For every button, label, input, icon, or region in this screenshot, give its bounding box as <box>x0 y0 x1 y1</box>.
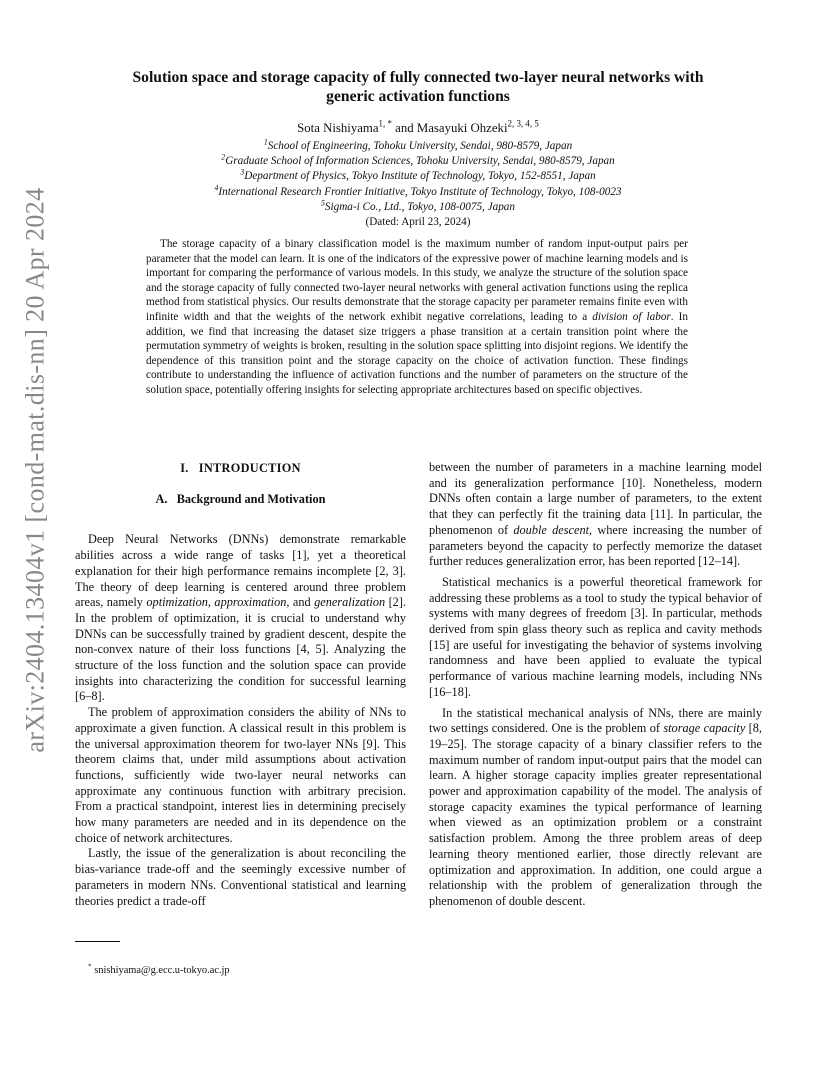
footnote-mark: * <box>88 962 92 971</box>
affiliation-3-text: Department of Physics, Tokyo Institute of Technology, Tokyo, 152-8551, Japan <box>244 170 596 183</box>
author-conjunction: and <box>391 121 417 135</box>
affiliation-5-text: Sigma-i Co., Ltd., Tokyo, 108-0075, Japan <box>324 200 515 213</box>
abstract <box>146 237 688 398</box>
abstract-emphasis: division of labor <box>592 310 671 323</box>
date-line: (Dated: April 23, 2024) <box>365 216 471 229</box>
author-2-name: Masayuki Ohzeki <box>416 121 508 135</box>
footnote-email: snishiyama@g.ecc.u-tokyo.ac.jp <box>94 965 230 976</box>
right-paragraph-1 <box>429 460 762 570</box>
right-p1-text-b: , where increasing the number of parameters beyond the capacity to perfectly memorize the dataset further reduces generalization error, has been reported [12–14]. <box>429 522 762 569</box>
left-p1-text-a: Deep Neural Networks (DNNs) demonstrate remarkable abilities across a wide range of tasks [1], yet a theoretical explanation for their high performance remains incomplete [2, 3]. The theory of deep learning is centered around three problem areas, namely <box>75 532 406 610</box>
right-paragraph-2: Statistical mechanics is a powerful theoretical framework for addressing these problems as a tool to study the typical behavior of systems with many degrees of freedom [3]. In particular, methods derived from spin glass theory such as replica and cavity methods [15] are useful for investigating the behavior of systems involving randomness and have been applied to evaluate the typical performance of various machine learning models, including NNs [16–18]. <box>429 574 762 699</box>
left-column <box>75 461 406 909</box>
affiliation-1 <box>68 139 768 154</box>
affiliation-2-number: 2 <box>221 152 226 162</box>
affiliation-4-text: International Research Frontier Initiative, Tokyo Institute of Technology, Tokyo, 108-0023 <box>218 185 622 198</box>
subsection-heading: A. Background and Motivation <box>155 491 326 506</box>
left-p1-text-c: , and <box>286 595 315 610</box>
left-paragraph-2: The problem of approximation considers the ability of NNs to approximate a given function. A classical result in this problem is the universal approximation theorem for two-layer NNs [9]. This theorem claims that, under mild assumptions about activation functions, sufficiently wide two-layer neural networks can approximate any continuous function with arbitrary precision. From a practical standpoint, interest lies in determining precisely how many parameters are needed and in its dependence on the choice of network architectures. <box>75 705 406 845</box>
left-p1-emphasis-generalization: generalization <box>314 595 386 610</box>
affiliation-5-number: 5 <box>320 198 325 208</box>
author-2-affiliation-marks: 2, 3, 4, 5 <box>507 118 539 129</box>
affiliation-3 <box>68 169 768 184</box>
left-p1-emphasis-optimization: optimization <box>146 595 208 610</box>
right-p3-text-b: [8, 19–25]. The storage capacity of a binary classifier refers to the maximum number of random input-output pairs that the model can learn. A higher storage capacity implies greater representational power and approximation capability of the model. The analysis of storage capacity examines the typical performance of learning when viewed as an optimization problem or a constraint satisfaction problem. Among the three problem areas of deep learning theory mentioned earlier, those directly relevant are optimization and approximation. In addition, one could argue a relationship with the problem of generalization through the phenomenon of double descent. <box>429 721 762 908</box>
footnote <box>88 962 230 976</box>
title-line-2: generic activation functions <box>326 88 510 105</box>
affiliation-2 <box>68 154 768 169</box>
affiliation-list <box>68 139 768 230</box>
author-1-affiliation-marks: 1, * <box>378 118 392 129</box>
affiliation-5 <box>68 200 768 215</box>
right-column <box>429 460 762 910</box>
left-p1-emphasis-approximation: approximation <box>214 595 287 610</box>
affiliation-4-number: 4 <box>214 182 219 192</box>
right-p3-emphasis: storage capacity <box>663 721 746 736</box>
affiliation-2-text: Graduate School of Information Sciences, Tohoku University, Sendai, 980-8579, Japan <box>225 155 615 168</box>
section-heading: I. INTRODUCTION <box>180 461 301 475</box>
right-p1-emphasis: double descent <box>513 522 590 537</box>
author-list <box>68 118 768 136</box>
arxiv-identifier-text: arXiv:2404.13404v1 [cond-mat.dis-nn] 20 Apr 2024 <box>21 187 50 753</box>
left-p1-text-d: [2]. In the problem of optimization, it is crucial to understand why DNNs can be successfully trained by gradient descent, despite the non-convex nature of their loss functions [4, 5]. Analyzing the structure of the loss function and the solution space can provide insights into characterizing the condition for successful learning [6–8]. <box>75 595 406 704</box>
right-p3-text-a: In the statistical mechanical analysis of NNs, there are mainly two settings considered. One is the problem of <box>429 705 762 736</box>
left-paragraph-1 <box>75 532 406 705</box>
footnote-rule <box>75 941 120 942</box>
affiliation-3-number: 3 <box>240 167 245 177</box>
left-p1-text-b: , <box>207 595 215 610</box>
right-p1-text-a: between the number of parameters in a machine learning model and its generalization performance [10]. Nonetheless, modern DNNs often contain a large number of parameters, to the extent that they can perfectly fit the training data [11]. In particular, the phenomenon of <box>429 460 762 537</box>
abstract-text-1: The storage capacity of a binary classification model is the maximum number of random input-output pairs per parameter that the model can learn. It is one of the indicators of the expressive power of machine learning models and is important for comparing the performance of various models. In this study, we analyze the structure of the solution space and the storage capacity of fully connected two-layer neural networks with general activation functions using the replica method from statistical physics. Our results demonstrate that the storage capacity per parameter remains finite even with infinite width and that the weights of the network exhibit negative correlations, leading to a <box>146 238 688 323</box>
arxiv-identifier-stamp <box>14 187 58 753</box>
affiliation-1-number: 1 <box>263 137 268 147</box>
left-paragraph-3: Lastly, the issue of the generalization is about reconciling the bias-variance trade-off and the seemingly excessive number of parameters in modern NNs. Conventional statistical and learning theories predict a trade-off <box>75 846 406 908</box>
right-paragraph-3 <box>429 706 762 910</box>
author-1-name: Sota Nishiyama <box>297 121 379 135</box>
affiliation-1-text: School of Engineering, Tohoku University, Sendai, 980-8579, Japan <box>267 140 573 152</box>
abstract-text-2: . In addition, we find that increasing the dataset size triggers a phase transition at a certain transition point where the permutation symmetry of weights is broken, resulting in the solution space splitting into disjoint regions. We identify the dependence of this transition point and the storage capacity on the choice of activation function. These findings contribute to understanding the influence of activation functions and the number of parameters on the structure of the solution space, potentially offering insights for selecting appropriate architectures based on specific objectives. <box>146 310 688 396</box>
paper-title <box>68 68 768 106</box>
affiliation-4 <box>68 182 768 200</box>
title-line-1: Solution space and storage capacity of fully connected two-layer neural networks with <box>132 69 704 86</box>
